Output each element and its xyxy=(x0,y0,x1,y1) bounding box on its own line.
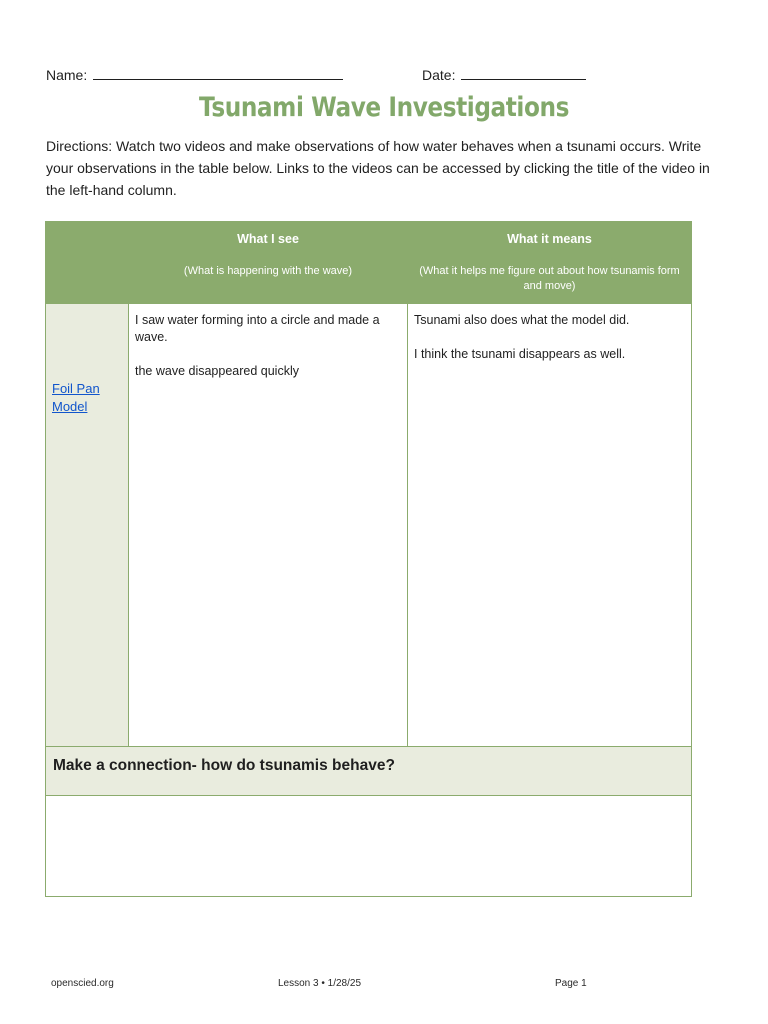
see-observation-2: the wave disappeared quickly xyxy=(135,364,299,378)
name-field[interactable] xyxy=(46,66,343,84)
foil-pan-model-link[interactable]: Foil Pan Model xyxy=(52,381,100,414)
footer-lesson: Lesson 3 • 1/28/25 xyxy=(278,978,362,989)
connection-answer-cell[interactable] xyxy=(46,796,692,897)
table-row xyxy=(46,304,692,747)
footer-page-number: Page 1 xyxy=(555,978,587,989)
header-cell-what-i-see xyxy=(129,222,408,304)
page-title: Tsunami Wave Investigations xyxy=(199,92,569,123)
means-note-1: Tsunami also does what the model did. xyxy=(414,313,630,327)
what-i-see-cell[interactable] xyxy=(129,304,408,747)
connection-prompt-row xyxy=(46,747,692,796)
connection-prompt-cell xyxy=(46,747,692,796)
connection-prompt: Make a connection- how do tsunamis behave? xyxy=(53,757,395,774)
see-observation-1: I saw water forming into a circle and made a wave. xyxy=(135,313,380,344)
connection-answer-row xyxy=(46,796,692,897)
table-header-row xyxy=(46,222,692,304)
header-what-i-see-sub: (What is happening with the wave) xyxy=(183,265,353,277)
name-blank-line[interactable] xyxy=(93,66,343,80)
what-it-means-cell[interactable] xyxy=(408,304,692,747)
header-cell-what-it-means xyxy=(408,222,692,304)
means-note-2: I think the tsunami disappears as well. xyxy=(414,347,626,361)
header-what-i-see: What I see xyxy=(237,232,299,246)
header-what-it-means-sub: (What it helps me figure out about how tsunamis form and move) xyxy=(419,265,680,292)
footer-site: openscied.org xyxy=(51,978,114,989)
date-blank-line[interactable] xyxy=(461,66,586,80)
header-what-it-means: What it means xyxy=(507,232,592,246)
header-cell-blank xyxy=(46,222,129,304)
date-field[interactable] xyxy=(422,66,586,84)
date-label: Date: xyxy=(422,67,456,83)
observation-table xyxy=(45,221,692,897)
row-label-cell xyxy=(46,304,129,747)
name-label: Name: xyxy=(46,67,88,83)
directions-text: Directions: Watch two videos and make observations of how water behaves when a tsunami occurs. Write your observations in the table below. Links to the videos can be accessed by clicking the title of the video in the left-hand column. xyxy=(46,138,710,198)
connection-answer xyxy=(46,796,691,804)
